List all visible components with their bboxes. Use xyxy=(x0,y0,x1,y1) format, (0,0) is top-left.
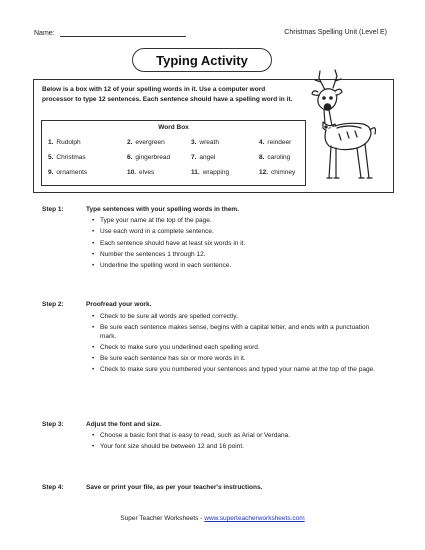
step-1-list xyxy=(86,217,346,273)
word-list xyxy=(48,139,301,176)
step-1-label: Step 1: xyxy=(42,206,64,213)
word-number: 1. xyxy=(48,139,54,146)
word-number: 8. xyxy=(259,154,265,161)
word-number: 7. xyxy=(191,154,197,161)
name-line xyxy=(60,29,186,37)
reindeer-illustration xyxy=(307,68,387,188)
word-number: 3. xyxy=(191,139,197,146)
step-1-title: Type sentences with your spelling words in them. xyxy=(86,206,240,213)
name-field xyxy=(34,29,186,37)
word-text: ornaments xyxy=(56,169,88,176)
word-text: evergreen xyxy=(135,139,165,146)
list-item: • Choose a basic font that is easy to read, such as Arial or Verdana. xyxy=(86,432,378,440)
step-3-label: Step 3: xyxy=(42,421,64,428)
word-item xyxy=(127,169,191,176)
word-item xyxy=(127,139,191,146)
list-item: • Each sentence should have at least six words in it. xyxy=(86,240,346,248)
step-4-label: Step 4: xyxy=(42,484,64,491)
word-text: caroling xyxy=(267,154,291,161)
footer-brand: Super Teacher Worksheets - xyxy=(120,515,205,522)
footer xyxy=(0,515,425,522)
list-item: • Use each word in a complete sentence. xyxy=(86,228,346,236)
list-item: • Check to make sure you underlined each spelling word. xyxy=(86,344,378,352)
word-item xyxy=(191,154,259,161)
word-text: Rudolph xyxy=(56,139,81,146)
word-text: gingerbread xyxy=(135,154,171,161)
list-item: • Be sure each sentence makes sense, begins with a capital letter, and ends with a punctuation mark. xyxy=(86,324,378,341)
list-item: • Number the sentences 1 through 12. xyxy=(86,251,346,259)
step-4-title: Save or print your file, as per your teacher's instructions. xyxy=(86,484,263,491)
word-box xyxy=(41,120,306,186)
list-item: • Be sure each sentence has six or more words in it. xyxy=(86,355,378,363)
word-item xyxy=(259,154,309,161)
word-text: chimney xyxy=(271,169,296,176)
list-item: • Underline the spelling word in each sentence. xyxy=(86,262,346,270)
step-2-list xyxy=(86,313,378,378)
word-number: 5. xyxy=(48,154,54,161)
word-number: 11. xyxy=(191,169,200,176)
list-item: • Check to make sure you numbered your sentences and typed your name at the top of the page. xyxy=(86,366,378,374)
word-number: 9. xyxy=(48,169,54,176)
unit-title: Christmas Spelling Unit (Level E) xyxy=(284,29,387,36)
word-text: angel xyxy=(199,154,216,161)
word-item xyxy=(48,139,127,146)
word-number: 10. xyxy=(127,169,137,176)
word-text: wreath xyxy=(199,139,219,146)
word-item xyxy=(259,169,309,176)
word-number: 12. xyxy=(259,169,269,176)
step-2-title: Proofread your work. xyxy=(86,301,152,308)
intro-text: Below is a box with 12 of your spelling words in it. Use a computer word processor to type 12 sentences. Each sentence should have a spelling word in it. xyxy=(42,86,293,103)
word-item xyxy=(48,154,127,161)
footer-link[interactable]: www.superteacherworksheets.com xyxy=(204,515,305,522)
word-number: 2. xyxy=(127,139,133,146)
step-2-label: Step 2: xyxy=(42,301,64,308)
name-label: Name: xyxy=(34,30,55,37)
page-title-text: Typing Activity xyxy=(156,52,248,68)
page-title xyxy=(132,48,272,72)
word-text: wrapping xyxy=(202,169,230,176)
word-number: 6. xyxy=(127,154,133,161)
word-text: reindeer xyxy=(267,139,292,146)
list-item: • Check to be sure all words are spelled correctly. xyxy=(86,313,378,321)
word-item xyxy=(127,154,191,161)
list-item: • Type your name at the top of the page. xyxy=(86,217,346,225)
word-text: Christmas xyxy=(56,154,86,161)
word-item xyxy=(191,169,259,176)
word-text: elves xyxy=(139,169,155,176)
word-item xyxy=(259,139,309,146)
step-3-title: Adjust the font and size. xyxy=(86,421,162,428)
word-item xyxy=(191,139,259,146)
step-3-list xyxy=(86,432,378,455)
word-number: 4. xyxy=(259,139,265,146)
list-item: • Your font size should be between 12 and 16 point. xyxy=(86,443,378,451)
word-item xyxy=(48,169,127,176)
word-box-title: Word Box xyxy=(158,124,189,131)
